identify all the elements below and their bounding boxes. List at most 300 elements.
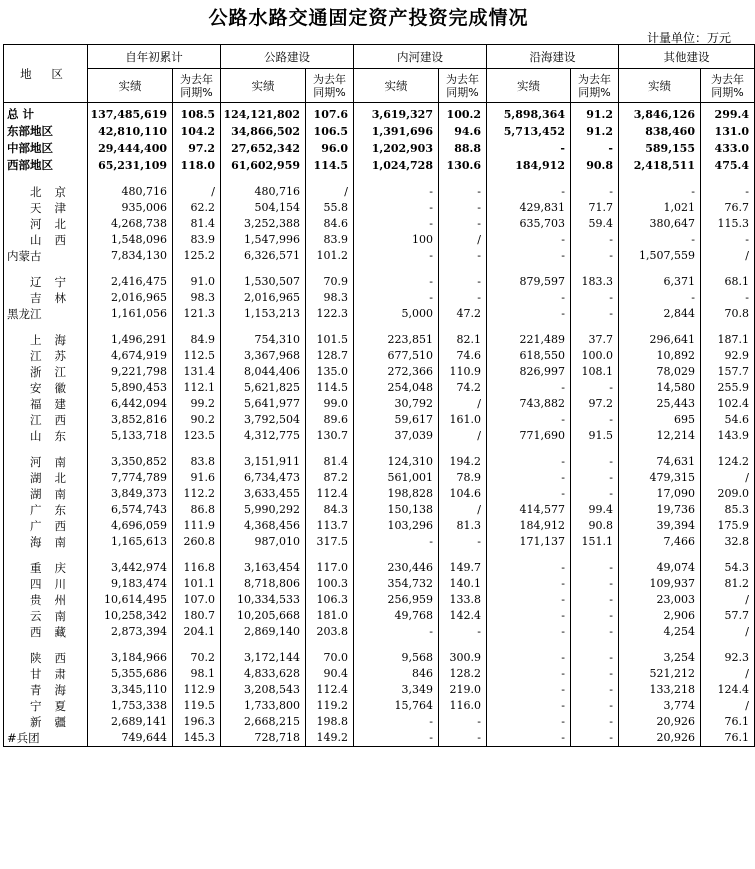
region-name: 宁夏: [4, 698, 88, 714]
actual-value: 12,214: [619, 428, 701, 444]
table-row: [4, 184, 755, 200]
actual-value: 9,183,474: [88, 576, 173, 592]
yoy-header: 为去年 同期%: [701, 69, 755, 103]
yoy-percent: 99.2: [173, 396, 221, 412]
actual-value: 4,833,628: [221, 666, 306, 682]
actual-value: -: [354, 624, 439, 640]
yoy-percent: 433.0: [701, 140, 755, 157]
region-name: 湖北: [4, 470, 88, 486]
yoy-percent: -: [571, 470, 619, 486]
yoy-percent: -: [701, 290, 755, 306]
actual-value: -: [487, 666, 571, 682]
actual-value: 42,810,110: [88, 123, 173, 140]
actual-value: -: [487, 730, 571, 747]
table-row: [4, 666, 755, 682]
yoy-header: 为去年 同期%: [306, 69, 354, 103]
actual-value: -: [619, 290, 701, 306]
yoy-percent: 59.4: [571, 216, 619, 232]
yoy-percent: 106.5: [306, 123, 354, 140]
yoy-header: 为去年 同期%: [173, 69, 221, 103]
actual-value: 7,774,789: [88, 470, 173, 486]
actual-value: 109,937: [619, 576, 701, 592]
summary-row: [4, 123, 755, 140]
actual-value: 3,151,911: [221, 454, 306, 470]
yoy-percent: 112.2: [173, 486, 221, 502]
actual-value: -: [487, 576, 571, 592]
yoy-percent: 114.5: [306, 380, 354, 396]
yoy-percent: 118.0: [173, 157, 221, 174]
group-header-coastal: 沿海建设: [487, 45, 619, 69]
yoy-percent: 130.6: [439, 157, 487, 174]
actual-value: 2,016,965: [88, 290, 173, 306]
actual-value: 296,641: [619, 332, 701, 348]
yoy-percent: 113.7: [306, 518, 354, 534]
yoy-percent: 142.4: [439, 608, 487, 624]
table-row: [4, 682, 755, 698]
table-header: [4, 45, 755, 103]
table-row: [4, 412, 755, 428]
actual-value: 3,367,968: [221, 348, 306, 364]
table-row: [4, 332, 755, 348]
yoy-percent: -: [571, 232, 619, 248]
actual-value: -: [487, 248, 571, 264]
actual-value: 3,350,852: [88, 454, 173, 470]
actual-value: -: [487, 486, 571, 502]
yoy-percent: 70.0: [306, 650, 354, 666]
yoy-percent: 475.4: [701, 157, 755, 174]
actual-value: -: [354, 730, 439, 747]
region-name: 总 计: [4, 103, 88, 124]
actual-value: 354,732: [354, 576, 439, 592]
yoy-percent: 55.8: [306, 200, 354, 216]
actual-value: 100: [354, 232, 439, 248]
yoy-percent: 135.0: [306, 364, 354, 380]
actual-value: -: [487, 682, 571, 698]
actual-value: 124,310: [354, 454, 439, 470]
actual-value: 6,326,571: [221, 248, 306, 264]
actual-value: 25,443: [619, 396, 701, 412]
region-name: 广西: [4, 518, 88, 534]
yoy-percent: -: [439, 534, 487, 550]
yoy-percent: 70.9: [306, 274, 354, 290]
actual-value: 4,674,919: [88, 348, 173, 364]
region-name: 东部地区: [4, 123, 88, 140]
yoy-percent: 187.1: [701, 332, 755, 348]
region-name: 中部地区: [4, 140, 88, 157]
yoy-percent: /: [701, 248, 755, 264]
actual-value: 380,647: [619, 216, 701, 232]
yoy-percent: 62.2: [173, 200, 221, 216]
yoy-percent: 68.1: [701, 274, 755, 290]
actual-value: -: [487, 232, 571, 248]
actual-value: 34,866,502: [221, 123, 306, 140]
table-row: [4, 364, 755, 380]
group-header-other: 其他建设: [619, 45, 755, 69]
yoy-percent: 122.3: [306, 306, 354, 322]
yoy-percent: 86.8: [173, 502, 221, 518]
region-name: 黑龙江: [4, 306, 88, 322]
yoy-percent: 128.7: [306, 348, 354, 364]
actual-value: 223,851: [354, 332, 439, 348]
yoy-percent: 151.1: [571, 534, 619, 550]
yoy-percent: 124.2: [701, 454, 755, 470]
yoy-percent: 74.2: [439, 380, 487, 396]
yoy-percent: 180.7: [173, 608, 221, 624]
actual-value: -: [487, 470, 571, 486]
yoy-percent: -: [571, 608, 619, 624]
group-spacer: [4, 550, 755, 560]
actual-value: -: [487, 624, 571, 640]
yoy-percent: /: [439, 428, 487, 444]
yoy-percent: 101.1: [173, 576, 221, 592]
actual-value: 37,039: [354, 428, 439, 444]
actual-value: 1,153,213: [221, 306, 306, 322]
table-row: [4, 200, 755, 216]
region-name: 福建: [4, 396, 88, 412]
actual-value: 987,010: [221, 534, 306, 550]
region-name: 广东: [4, 502, 88, 518]
actual-value: -: [487, 412, 571, 428]
investment-table: [3, 44, 755, 747]
region-name: 上海: [4, 332, 88, 348]
actual-value: 4,268,738: [88, 216, 173, 232]
table-row: [4, 248, 755, 264]
yoy-percent: 91.2: [571, 123, 619, 140]
actual-value: 3,252,388: [221, 216, 306, 232]
group-spacer: [4, 174, 755, 184]
actual-value: -: [487, 454, 571, 470]
actual-header: 实绩: [88, 69, 173, 103]
yoy-percent: /: [701, 592, 755, 608]
yoy-percent: 104.6: [439, 486, 487, 502]
yoy-percent: 102.4: [701, 396, 755, 412]
yoy-percent: 108.1: [571, 364, 619, 380]
actual-value: 3,184,966: [88, 650, 173, 666]
yoy-percent: 84.6: [306, 216, 354, 232]
actual-value: 9,221,798: [88, 364, 173, 380]
yoy-percent: -: [571, 560, 619, 576]
yoy-percent: 196.3: [173, 714, 221, 730]
yoy-header: 为去年 同期%: [439, 69, 487, 103]
actual-value: -: [354, 200, 439, 216]
actual-value: 3,349: [354, 682, 439, 698]
region-name: 河北: [4, 216, 88, 232]
yoy-header: 为去年 同期%: [571, 69, 619, 103]
yoy-percent: -: [571, 412, 619, 428]
yoy-percent: 123.5: [173, 428, 221, 444]
actual-value: 429,831: [487, 200, 571, 216]
region-name: 甘肃: [4, 666, 88, 682]
yoy-percent: 101.2: [306, 248, 354, 264]
actual-value: 23,003: [619, 592, 701, 608]
yoy-percent: 143.9: [701, 428, 755, 444]
table-row: [4, 428, 755, 444]
table-row: [4, 380, 755, 396]
actual-value: 1,547,996: [221, 232, 306, 248]
actual-value: 5,713,452: [487, 123, 571, 140]
region-name: 江苏: [4, 348, 88, 364]
actual-value: 3,849,373: [88, 486, 173, 502]
yoy-percent: -: [571, 248, 619, 264]
yoy-percent: 91.5: [571, 428, 619, 444]
yoy-percent: 70.2: [173, 650, 221, 666]
yoy-percent: 100.0: [571, 348, 619, 364]
actual-value: -: [619, 184, 701, 200]
actual-value: 65,231,109: [88, 157, 173, 174]
yoy-percent: -: [571, 486, 619, 502]
actual-value: 6,442,094: [88, 396, 173, 412]
actual-value: 49,768: [354, 608, 439, 624]
yoy-percent: -: [571, 698, 619, 714]
actual-value: -: [487, 380, 571, 396]
yoy-percent: 260.8: [173, 534, 221, 550]
actual-value: 879,597: [487, 274, 571, 290]
actual-value: 2,418,511: [619, 157, 701, 174]
table-row: [4, 396, 755, 412]
yoy-percent: -: [571, 454, 619, 470]
yoy-percent: 90.2: [173, 412, 221, 428]
group-spacer: [4, 322, 755, 332]
actual-value: 15,764: [354, 698, 439, 714]
region-name: 河南: [4, 454, 88, 470]
table-row: [4, 470, 755, 486]
yoy-percent: 81.3: [439, 518, 487, 534]
yoy-percent: 209.0: [701, 486, 755, 502]
actual-value: 771,690: [487, 428, 571, 444]
yoy-percent: 204.1: [173, 624, 221, 640]
actual-value: -: [487, 306, 571, 322]
yoy-percent: /: [173, 184, 221, 200]
yoy-percent: -: [571, 184, 619, 200]
yoy-percent: 110.9: [439, 364, 487, 380]
yoy-percent: -: [571, 380, 619, 396]
actual-value: 10,258,342: [88, 608, 173, 624]
yoy-percent: 145.3: [173, 730, 221, 747]
summary-row: [4, 140, 755, 157]
actual-value: 3,774: [619, 698, 701, 714]
actual-value: 9,568: [354, 650, 439, 666]
actual-value: 5,990,292: [221, 502, 306, 518]
yoy-percent: -: [571, 666, 619, 682]
actual-value: -: [487, 592, 571, 608]
actual-value: 1,165,613: [88, 534, 173, 550]
actual-value: 5,641,977: [221, 396, 306, 412]
table-row: [4, 576, 755, 592]
actual-value: 1,161,056: [88, 306, 173, 322]
yoy-percent: 81.4: [173, 216, 221, 232]
actual-value: -: [354, 274, 439, 290]
actual-value: 137,485,619: [88, 103, 173, 124]
yoy-percent: -: [439, 714, 487, 730]
table-row: [4, 608, 755, 624]
yoy-percent: 57.7: [701, 608, 755, 624]
yoy-percent: 90.8: [571, 518, 619, 534]
actual-value: 2,416,475: [88, 274, 173, 290]
yoy-percent: 119.5: [173, 698, 221, 714]
actual-value: 49,074: [619, 560, 701, 576]
actual-value: 743,882: [487, 396, 571, 412]
region-name: 西部地区: [4, 157, 88, 174]
region-name: 新疆: [4, 714, 88, 730]
region-name: 四川: [4, 576, 88, 592]
table-body: [4, 103, 755, 747]
table-row: [4, 518, 755, 534]
yoy-percent: -: [439, 200, 487, 216]
yoy-percent: 116.0: [439, 698, 487, 714]
report-title: 公路水路交通固定资产投资完成情况: [208, 7, 529, 29]
actual-value: 7,466: [619, 534, 701, 550]
yoy-percent: 128.2: [439, 666, 487, 682]
actual-header: 实绩: [354, 69, 439, 103]
yoy-percent: 131.0: [701, 123, 755, 140]
group-spacer: [4, 640, 755, 650]
yoy-percent: 101.5: [306, 332, 354, 348]
actual-value: -: [487, 698, 571, 714]
table-row: [4, 216, 755, 232]
actual-value: 20,926: [619, 730, 701, 747]
yoy-percent: 99.0: [306, 396, 354, 412]
actual-header: 实绩: [221, 69, 306, 103]
yoy-percent: 140.1: [439, 576, 487, 592]
yoy-percent: -: [571, 576, 619, 592]
yoy-percent: 98.3: [173, 290, 221, 306]
region-name: 江西: [4, 412, 88, 428]
actual-value: 3,846,126: [619, 103, 701, 124]
actual-value: 935,006: [88, 200, 173, 216]
yoy-percent: 97.2: [173, 140, 221, 157]
yoy-percent: 107.6: [306, 103, 354, 124]
yoy-percent: 203.8: [306, 624, 354, 640]
actual-value: 133,218: [619, 682, 701, 698]
yoy-percent: 114.5: [306, 157, 354, 174]
yoy-percent: 78.9: [439, 470, 487, 486]
yoy-percent: 99.4: [571, 502, 619, 518]
actual-value: 2,016,965: [221, 290, 306, 306]
actual-value: 2,869,140: [221, 624, 306, 640]
actual-value: -: [487, 714, 571, 730]
actual-header: 实绩: [487, 69, 571, 103]
yoy-percent: 92.9: [701, 348, 755, 364]
actual-value: 1,024,728: [354, 157, 439, 174]
actual-value: 826,997: [487, 364, 571, 380]
yoy-percent: 112.4: [306, 486, 354, 502]
yoy-percent: 157.7: [701, 364, 755, 380]
actual-value: 8,044,406: [221, 364, 306, 380]
actual-value: 59,617: [354, 412, 439, 428]
actual-value: 2,906: [619, 608, 701, 624]
yoy-percent: 149.2: [306, 730, 354, 747]
yoy-percent: 71.7: [571, 200, 619, 216]
yoy-percent: 70.8: [701, 306, 755, 322]
yoy-percent: 299.4: [701, 103, 755, 124]
actual-value: 184,912: [487, 157, 571, 174]
table-row: [4, 534, 755, 550]
actual-value: 3,633,455: [221, 486, 306, 502]
yoy-percent: 84.9: [173, 332, 221, 348]
group-header-cumulative: 自年初累计: [88, 45, 221, 69]
actual-value: -: [354, 290, 439, 306]
yoy-percent: 100.2: [439, 103, 487, 124]
actual-value: 1,391,696: [354, 123, 439, 140]
region-name: 西藏: [4, 624, 88, 640]
yoy-percent: 107.0: [173, 592, 221, 608]
yoy-percent: 76.7: [701, 200, 755, 216]
actual-value: 221,489: [487, 332, 571, 348]
yoy-percent: 181.0: [306, 608, 354, 624]
actual-value: 10,205,668: [221, 608, 306, 624]
actual-value: 846: [354, 666, 439, 682]
actual-value: 3,792,504: [221, 412, 306, 428]
table-row: [4, 306, 755, 322]
region-name: 云南: [4, 608, 88, 624]
actual-value: 3,852,816: [88, 412, 173, 428]
summary-row: [4, 103, 755, 124]
table-row: [4, 560, 755, 576]
yoy-percent: 121.3: [173, 306, 221, 322]
yoy-percent: -: [439, 730, 487, 747]
actual-value: 61,602,959: [221, 157, 306, 174]
actual-value: 10,892: [619, 348, 701, 364]
yoy-percent: 88.8: [439, 140, 487, 157]
actual-value: 1,733,800: [221, 698, 306, 714]
yoy-percent: 83.8: [173, 454, 221, 470]
yoy-percent: -: [571, 650, 619, 666]
yoy-percent: -: [439, 248, 487, 264]
table-row: [4, 274, 755, 290]
actual-value: 749,644: [88, 730, 173, 747]
yoy-percent: 300.9: [439, 650, 487, 666]
yoy-percent: 183.3: [571, 274, 619, 290]
yoy-percent: /: [439, 502, 487, 518]
table-row: [4, 348, 755, 364]
yoy-percent: -: [571, 624, 619, 640]
actual-value: 5,621,825: [221, 380, 306, 396]
yoy-percent: 54.3: [701, 560, 755, 576]
yoy-percent: 116.8: [173, 560, 221, 576]
yoy-percent: 83.9: [173, 232, 221, 248]
yoy-percent: -: [571, 682, 619, 698]
actual-value: 2,873,394: [88, 624, 173, 640]
yoy-percent: 112.5: [173, 348, 221, 364]
table-row: [4, 502, 755, 518]
actual-value: 6,574,743: [88, 502, 173, 518]
table-row: [4, 698, 755, 714]
yoy-percent: 119.2: [306, 698, 354, 714]
actual-value: 20,926: [619, 714, 701, 730]
actual-value: 4,696,059: [88, 518, 173, 534]
table-row: [4, 486, 755, 502]
region-name: 安徽: [4, 380, 88, 396]
yoy-percent: 94.6: [439, 123, 487, 140]
yoy-percent: 96.0: [306, 140, 354, 157]
actual-value: 1,548,096: [88, 232, 173, 248]
table-row: [4, 730, 755, 747]
region-name: #兵团: [4, 730, 88, 747]
yoy-percent: -: [571, 714, 619, 730]
actual-value: -: [354, 714, 439, 730]
actual-value: 4,254: [619, 624, 701, 640]
yoy-percent: -: [439, 624, 487, 640]
yoy-percent: 111.9: [173, 518, 221, 534]
actual-value: -: [487, 650, 571, 666]
actual-value: 5,890,453: [88, 380, 173, 396]
actual-value: 5,898,364: [487, 103, 571, 124]
yoy-percent: 37.7: [571, 332, 619, 348]
yoy-percent: /: [701, 624, 755, 640]
table-row: [4, 624, 755, 640]
region-name: 浙江: [4, 364, 88, 380]
actual-value: 6,371: [619, 274, 701, 290]
